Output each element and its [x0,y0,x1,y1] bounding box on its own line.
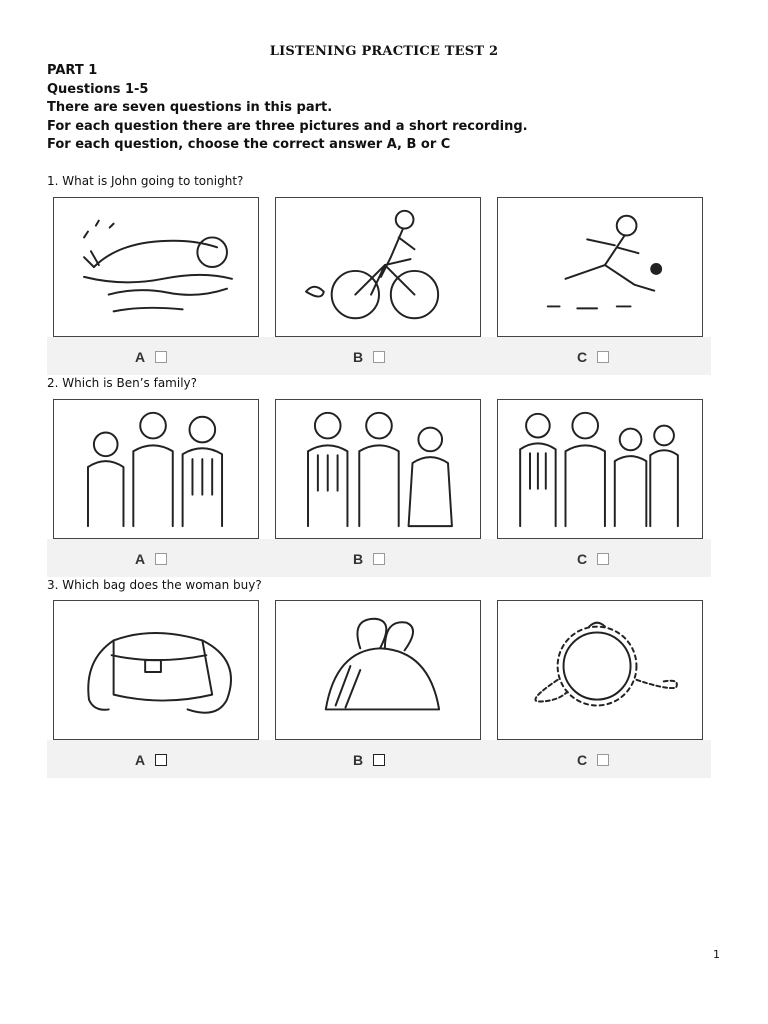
option-c-picture[interactable] [497,197,703,337]
option-c-picture[interactable] [497,600,703,740]
option-letter: C [577,349,588,365]
option-b-picture[interactable] [275,399,481,539]
answer-checkbox[interactable] [155,553,167,565]
option-letter: B [353,752,364,768]
option-a-picture[interactable] [53,197,259,337]
shoulder-bag-icon [54,601,258,739]
option-a[interactable] [135,551,167,567]
option-letter: A [135,551,146,567]
question-1-text: 1. What is John going to tonight? [47,174,244,188]
answer-checkbox[interactable] [597,754,609,766]
answer-checkbox[interactable] [597,553,609,565]
option-letter: C [577,551,588,567]
option-a[interactable] [135,752,167,768]
answer-checkbox[interactable] [373,754,385,766]
page-title: LISTENING PRACTICE TEST 2 [269,44,499,59]
option-c-picture[interactable] [497,399,703,539]
option-b[interactable] [353,349,385,365]
option-letter: C [577,752,588,768]
questions-range: Questions 1-5 [47,81,149,97]
answer-checkbox[interactable] [155,754,167,766]
answer-checkbox[interactable] [373,553,385,565]
option-letter: A [135,752,146,768]
question-2-text: 2. Which is Ben’s family? [47,376,197,390]
question-3-options [47,600,711,778]
answer-checkbox[interactable] [155,351,167,363]
option-letter: B [353,349,364,365]
option-b[interactable] [353,551,385,567]
family-three-people-icon [276,400,480,538]
round-beaded-bag-icon [498,601,702,739]
family-four-people-icon [498,400,702,538]
page-number: 1 [713,948,720,961]
handbag-icon [276,601,480,739]
question-1-options [47,197,711,375]
football-icon [498,198,702,336]
instruction-line: For each question, choose the correct answer A, B or C [47,137,451,152]
family-three-people-icon [54,400,258,538]
instructions [47,62,528,155]
instruction-line: For each question there are three pictures and a short recording. [47,118,528,134]
swimming-icon [54,198,258,336]
option-c[interactable] [577,752,609,768]
option-a[interactable] [135,349,167,365]
question-3-text: 3. Which bag does the woman buy? [47,578,262,592]
option-a-picture[interactable] [53,600,259,740]
option-letter: A [135,349,146,365]
option-b-picture[interactable] [275,197,481,337]
question-2-options [47,399,711,577]
option-a-picture[interactable] [53,399,259,539]
part-heading: PART 1 [47,63,98,78]
answer-checkbox[interactable] [373,351,385,363]
option-b[interactable] [353,752,385,768]
option-b-picture[interactable] [275,600,481,740]
cycling-icon [276,198,480,336]
option-c[interactable] [577,551,609,567]
answer-checkbox[interactable] [597,351,609,363]
option-letter: B [353,551,364,567]
option-c[interactable] [577,349,609,365]
instruction-line: There are seven questions in this part. [47,100,333,115]
